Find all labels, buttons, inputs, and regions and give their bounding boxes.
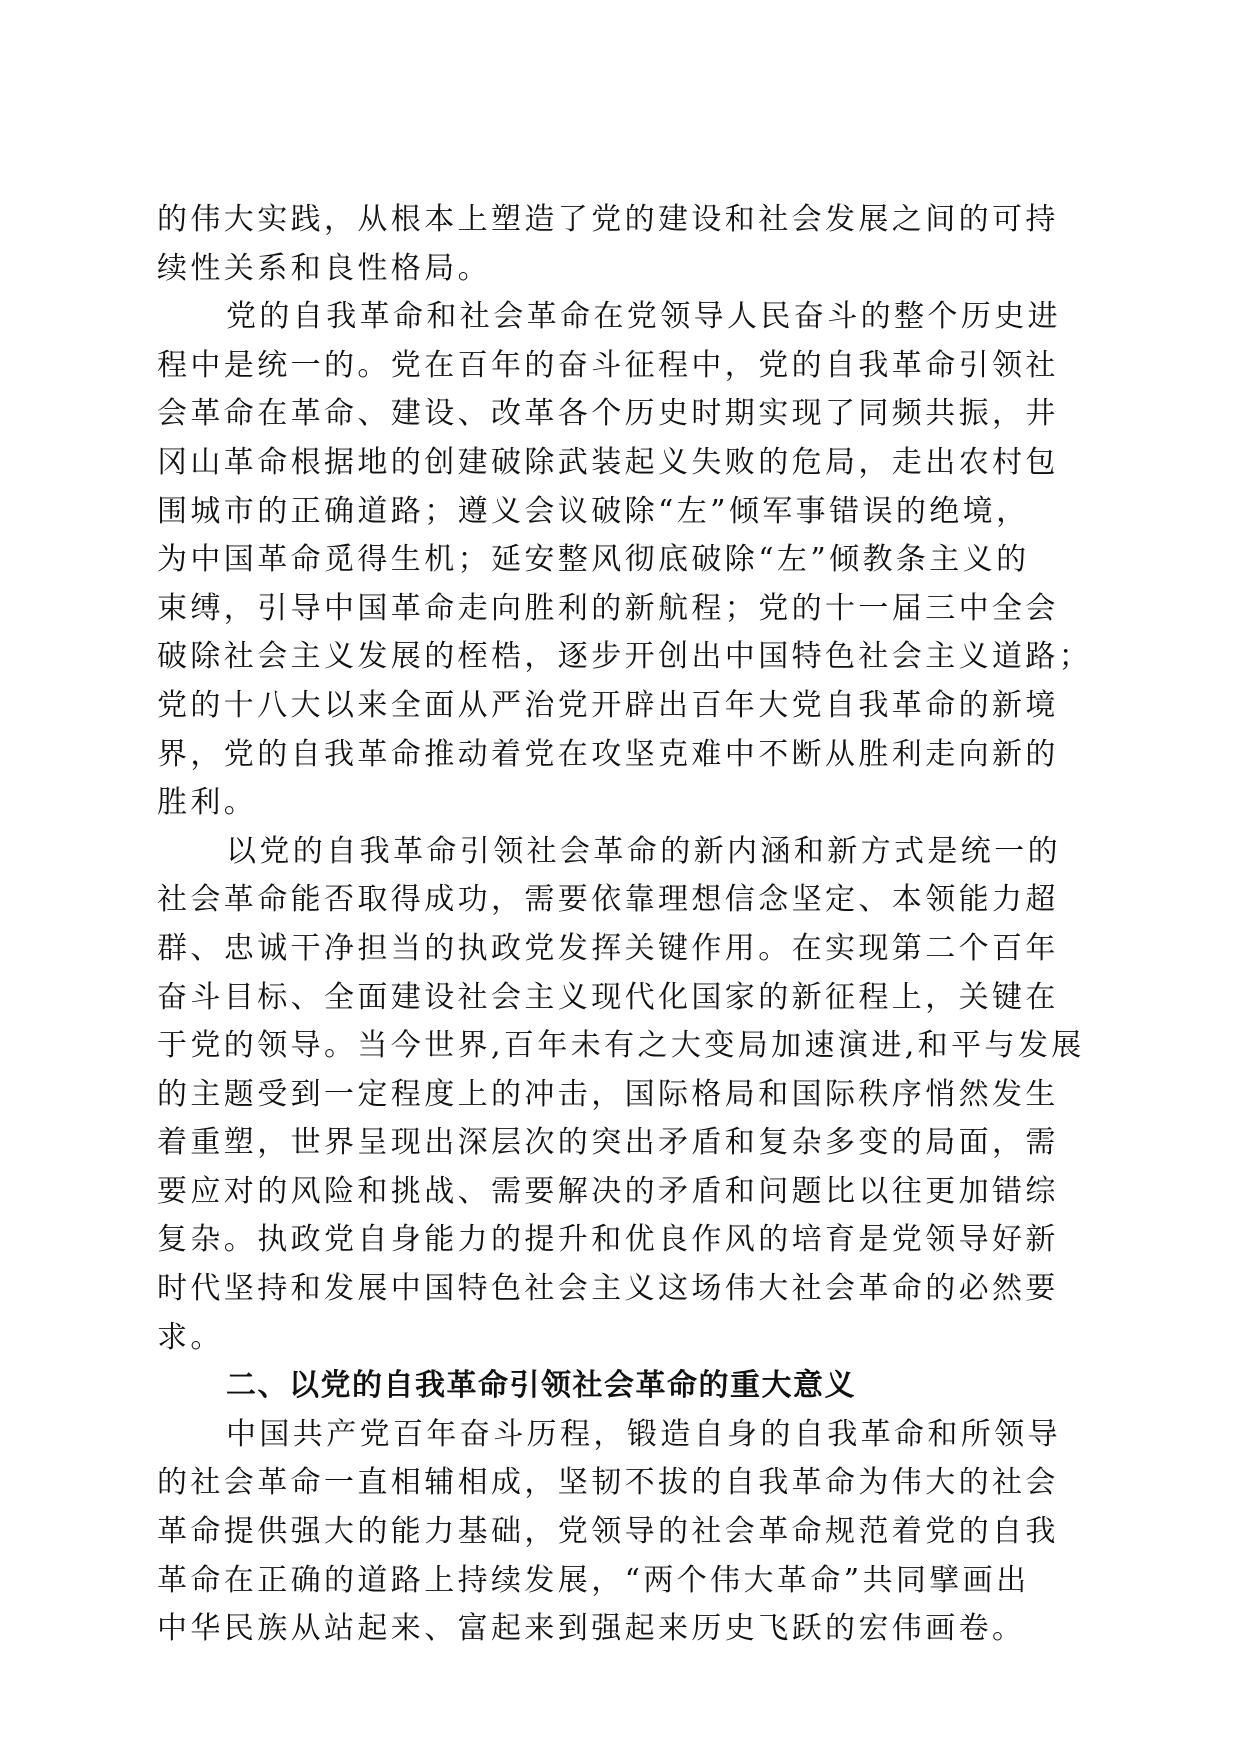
text-line: 冈山革命根据地的创建破除武装起义失败的危局，走出农村包: [157, 444, 1059, 480]
text-line: 着重塑，世界呈现出深层次的突出矛盾和复杂多变的局面，需: [157, 1125, 1059, 1161]
text-line: 界，党的自我革命推动着党在攻坚克难中不断从胜利走向新的: [157, 736, 1059, 772]
text-line: 中国共产党百年奋斗历程，锻造自身的自我革命和所领导: [226, 1416, 1061, 1452]
text-line: 于党的领导。当今世界,百年未有之大变局加速演进,和平与发展: [157, 1028, 1085, 1064]
text-line: 社会革命能否取得成功，需要依靠理想信念坚定、本领能力超: [157, 882, 1059, 918]
paragraph-continuation: [157, 196, 1073, 293]
text-line: 的社会革命一直相辅相成，坚韧不拔的自我革命为伟大的社会: [157, 1465, 1059, 1501]
section-heading: 二、以党的自我革命引领社会革命的重大意义: [226, 1368, 856, 1404]
document-body: [157, 196, 1093, 1654]
paragraph-great-significance: [157, 1411, 1073, 1654]
text-line: 胜利。: [157, 785, 258, 821]
text-line: 的主题受到一定程度上的冲击，国际格局和国际秩序悄然发生: [157, 1076, 1059, 1112]
text-line: 求。: [157, 1319, 224, 1355]
text-line: 群、忠诚干净担当的执政党发挥关键作用。在实现第二个百年: [157, 930, 1059, 966]
text-line: 党的自我革命和社会革命在党领导人民奋斗的整个历史进: [226, 299, 1061, 335]
text-line: 革命在正确的道路上持续发展，“两个伟大革命”共同擘画出: [157, 1562, 1030, 1598]
text-line: 为中国革命觅得生机；延安整风彻底破除“左”倾教条主义的: [157, 542, 1030, 578]
text-line: 要应对的风险和挑战、需要解决的矛盾和问题比以往更加错综: [157, 1173, 1059, 1209]
text-line: 复杂。执政党自身能力的提升和优良作风的培育是党领导好新: [157, 1222, 1059, 1258]
paragraph-new-connotation: [157, 828, 1085, 1363]
text-line: 会革命在革命、建设、改革各个历史时期实现了同频共振，井: [157, 396, 1059, 432]
text-line: 党的十八大以来全面从严治党开辟出百年大党自我革命的新境: [157, 687, 1059, 723]
text-line: 时代坚持和发展中国特色社会主义这场伟大社会革命的必然要: [157, 1271, 1059, 1307]
text-line: 以党的自我革命引领社会革命的新内涵和新方式是统一的: [226, 833, 1061, 869]
text-line: 奋斗目标、全面建设社会主义现代化国家的新征程上，关键在: [157, 979, 1059, 1015]
text-line: 破除社会主义发展的桎梏，逐步开创出中国特色社会主义道路；: [157, 639, 1093, 675]
paragraph-self-revolution-history: [157, 293, 1093, 828]
text-line: 中华民族从站起来、富起来到强起来历史飞跃的宏伟画卷。: [157, 1611, 1026, 1647]
text-line: 的伟大实践，从根本上塑造了党的建设和社会发展之间的可持: [157, 202, 1059, 237]
text-line: 程中是统一的。党在百年的奋斗征程中，党的自我革命引领社: [157, 347, 1059, 383]
text-line: 革命提供强大的能力基础，党领导的社会革命规范着党的自我: [157, 1514, 1059, 1550]
text-line: 围城市的正确道路；遵义会议破除“左”倾军事错误的绝境，: [157, 493, 1030, 529]
text-line: 续性关系和良性格局。: [157, 250, 491, 286]
text-line: 束缚，引导中国革命走向胜利的新航程；党的十一届三中全会: [157, 590, 1059, 626]
